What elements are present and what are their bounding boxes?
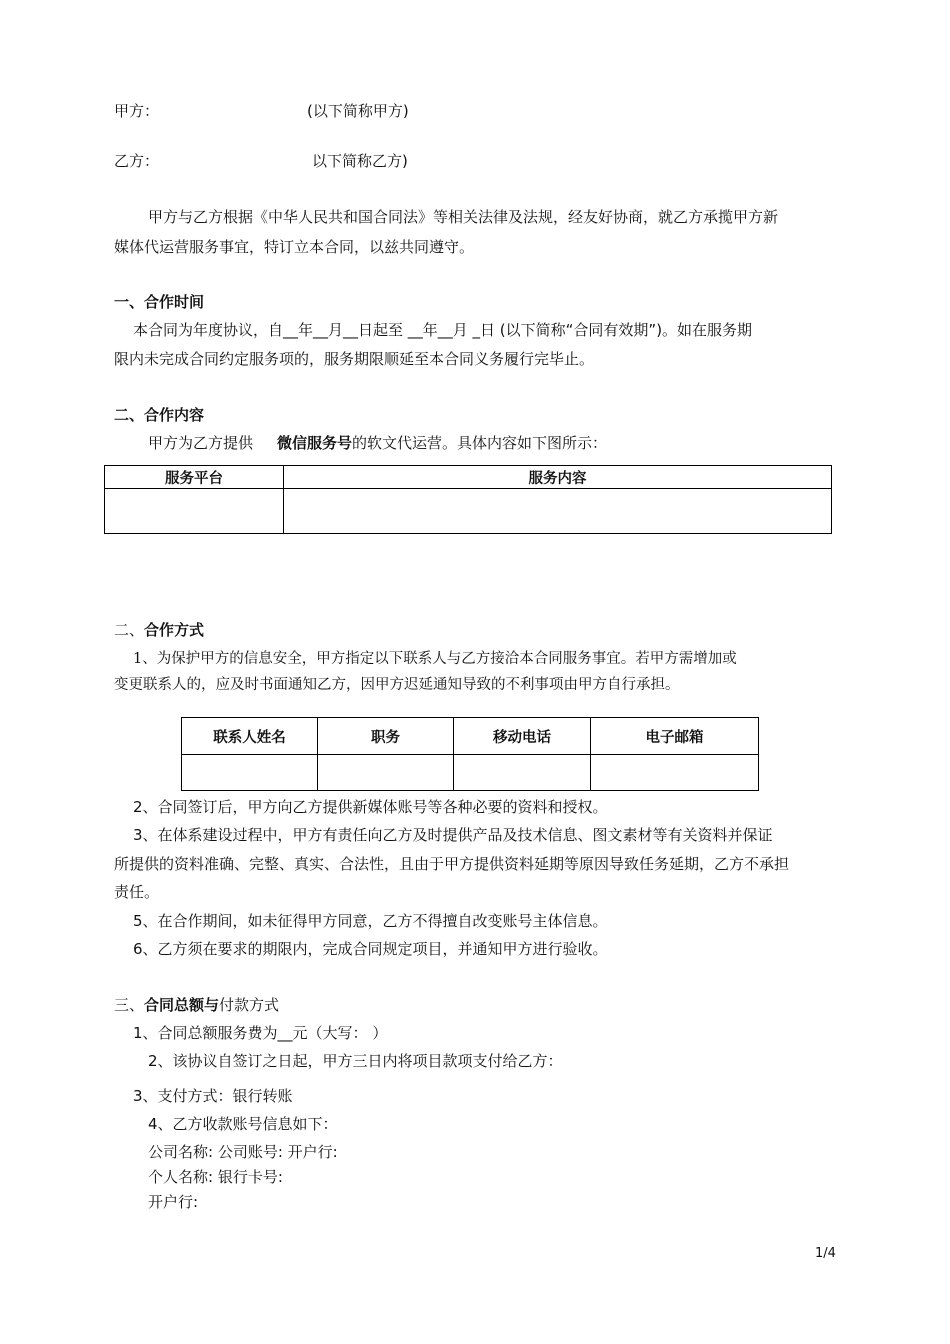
section-title-cooperation-method — [114, 619, 204, 640]
section3-item-5: 5、在合作期间，如未征得甲方同意，乙方不得擅自改变账号主体信息。 — [133, 912, 608, 930]
section2-text-after: 的软文代运营。具体内容如下图所示： — [352, 434, 608, 452]
section-title-cooperation-time: 一、合作时间 — [114, 293, 205, 311]
contact-cell-email — [591, 755, 759, 791]
contact-header-mobile: 移动电话 — [454, 718, 591, 755]
personal-account-line: 个人名称: 银行卡号: — [148, 1168, 283, 1186]
section4-item-4: 4、乙方收款账号信息如下： — [148, 1115, 338, 1133]
service-table-header-content: 服务内容 — [284, 466, 832, 489]
section3-item-6: 6、乙方须在要求的期限内，完成合同规定项目，并通知甲方进行验收。 — [133, 940, 608, 958]
party-a-label: 甲方： — [114, 102, 160, 120]
company-account-line: 公司名称: 公司账号: 开户行: — [148, 1143, 338, 1161]
section4-title-prefix: 三、 — [114, 996, 145, 1014]
party-b-label: 乙方： — [114, 152, 160, 170]
service-table-cell-platform — [105, 489, 284, 534]
page-number: 1/4 — [815, 1246, 836, 1261]
service-table-cell-content — [284, 489, 832, 534]
section2-text-before: 甲方为乙方提供 — [148, 434, 254, 452]
intro-line-1: 甲方与乙方根据《中华人民共和国合同法》等相关法律及法规，经友好协商，就乙方承揽甲方新 — [148, 208, 779, 226]
section4-item-1: 1、合同总额服务费为__元（大写： ） — [133, 1024, 388, 1042]
section1-line-2: 限内未完成合同约定服务项的，服务期限顺延至本合同义务履行完毕止。 — [114, 350, 595, 368]
section4-item-3: 3、支付方式：银行转账 — [133, 1087, 293, 1105]
contact-header-name: 联系人姓名 — [182, 718, 318, 755]
service-table-header-platform: 服务平台 — [105, 466, 284, 489]
section3-para1-line-1: 1、为保护甲方的信息安全，甲方指定以下联系人与乙方接洽本合同服务事宜。若甲方需增加或 — [133, 651, 737, 667]
contact-header-email: 电子邮箱 — [591, 718, 759, 755]
party-a-note: (以下简称甲方) — [307, 102, 409, 120]
contact-cell-mobile — [454, 755, 591, 791]
section4-item-2: 2、该协议自签订之日起，甲方三日内将项目款项支付给乙方： — [148, 1052, 563, 1070]
section3-title-prefix: 二、 — [114, 621, 145, 639]
section2-text-bold: 微信服务号 — [277, 434, 353, 452]
party-b-note: 以下简称乙方) — [312, 152, 408, 170]
section3-para1-line-2: 变更联系人的，应及时书面通知乙方，因甲方迟延通知导致的不利事项由甲方自行承担。 — [114, 677, 680, 693]
section-title-cooperation-content: 二、合作内容 — [114, 406, 205, 424]
bank-line: 开户行: — [148, 1193, 199, 1211]
contact-header-position: 职务 — [318, 718, 454, 755]
section-title-payment — [114, 994, 279, 1015]
section3-item-3-line-1: 3、在体系建设过程中，甲方有责任向乙方及时提供产品及技术信息、图文素材等有关资料并保证 — [133, 826, 773, 844]
section3-title-bold: 合作方式 — [144, 621, 205, 639]
section3-item-3-line-3: 责任。 — [114, 883, 160, 901]
service-table — [104, 465, 832, 534]
section2-text — [148, 432, 607, 453]
contact-cell-name — [182, 755, 318, 791]
section4-title-suffix: 付款方式 — [219, 996, 280, 1014]
section4-title-bold: 合同总额与 — [144, 996, 220, 1014]
section3-item-3-line-2: 所提供的资料准确、完整、真实、合法性，且由于甲方提供资料延期等原因导致任务延期，乙方不承担 — [114, 855, 790, 873]
section3-item-2: 2、合同签订后，甲方向乙方提供新媒体账号等各种必要的资料和授权。 — [133, 798, 608, 816]
contact-table — [181, 717, 759, 791]
section1-line-1: 本合同为年度协议，自__年__月__日起至 __年__月 _日 (以下简称“合同有效期”)。如在服务期 — [133, 321, 753, 339]
intro-line-2: 媒体代运营服务事宜，特订立本合同，以兹共同遵守。 — [114, 238, 475, 256]
contact-cell-position — [318, 755, 454, 791]
